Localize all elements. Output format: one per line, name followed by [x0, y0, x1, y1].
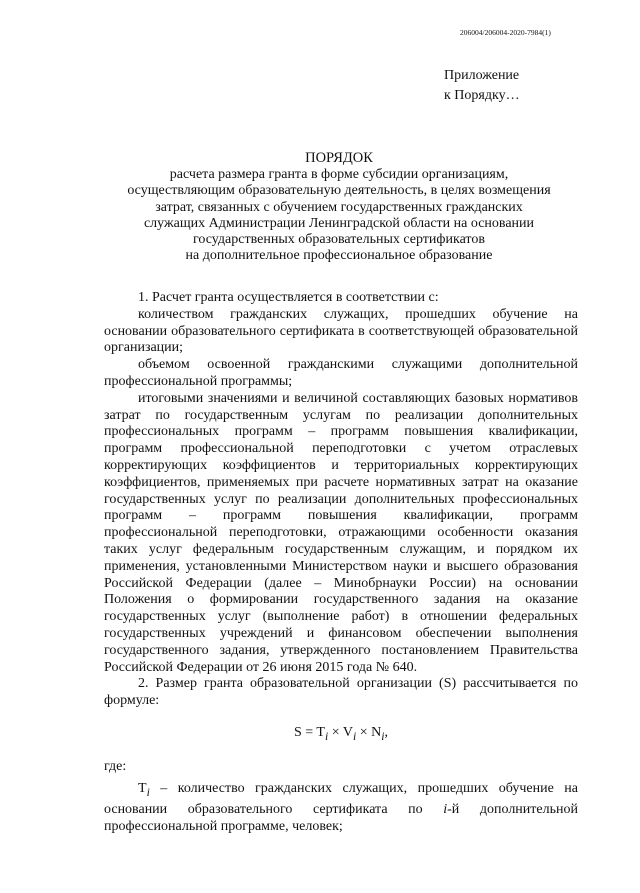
where-label: где: — [104, 758, 127, 774]
paragraph-1-intro: 1. Расчет гранта осуществляется в соответствии с: — [138, 290, 439, 305]
formula-subscript: i — [352, 729, 357, 743]
appendix-line-2: к Порядку… — [444, 88, 520, 103]
definition-italic-index: i — [443, 801, 448, 817]
title-line: осуществляющим образовательную деятельность, в целях возмещения — [127, 183, 551, 199]
appendix-header — [444, 66, 520, 106]
grant-formula — [104, 725, 578, 746]
paragraph-1-item-a: количеством гражданских служащих, прошедших обучение на основании образовательного сертификата в соответствующей образовательной организации; — [104, 306, 578, 356]
definition-t — [104, 781, 578, 835]
definition-subscript: i — [146, 786, 150, 800]
formula-subscript: i — [324, 729, 329, 743]
title-line: служащих Администрации Ленинградской области на основании — [143, 215, 535, 231]
document-body — [104, 290, 578, 836]
title-line: на дополнительное профессиональное образование — [185, 248, 493, 264]
paragraph-2: 2. Размер гранта образовательной организации (S) рассчитывается по формуле: — [104, 676, 578, 709]
document-title — [96, 150, 582, 264]
formula-part: , — [384, 724, 388, 740]
formula-part: × N — [356, 724, 382, 740]
title-line: затрат, связанных с обучением государственных гражданских — [155, 199, 523, 215]
formula-part: S = T — [293, 724, 325, 740]
title-line: расчета размера гранта в форме субсидии организациям, — [169, 167, 509, 183]
title-main: ПОРЯДОК — [305, 150, 373, 166]
definition-text: – количество гражданских служащих, прошедших обучение на основании образовательного сертификата по — [104, 781, 578, 817]
formula-subscript: i — [381, 729, 385, 743]
formula-part: × V — [328, 724, 353, 740]
title-line: государственных образовательных сертификатов — [193, 232, 485, 248]
appendix-line-1: Приложение — [444, 68, 520, 83]
definition-text-end: -й дополнительной профессиональной программе, человек; — [104, 801, 578, 834]
document-id: 206004/206004-2020-7984(1) — [460, 28, 551, 37]
paragraph-1-item-b: объемом освоенной гражданскими служащими дополнительной профессиональной программы; — [104, 357, 578, 389]
definition-symbol: T — [138, 781, 147, 797]
paragraph-1-item-c: итоговыми значениями и величиной составляющих базовых нормативов затрат по государственным услугам по реализации дополнительных профессиональных программ – программ повышения квалификации, программ профессиональной переподготовки с учетом отраслевых корректирующих коэффициентов и территориальных корректирующих коэффициентов, применяемых при расчете нормативных затрат на оказание государственных услуг по реализации дополнительных профессиональных программ – программ повышения квалификации, программ профессиональной переподготовки, отражающими особенности оказания таких услуг федеральным государственным служащим, и порядком их применения, установленными Министерством науки и высшего образования Российской Федерации (далее – Минобрнауки России) на основании Положения о формировании государственного задания на оказание государственных услуг (выполнение работ) в отношении федеральных государственных учреждений и финансовом обеспечении выполнения государственного задания, утвержденного постановлением Правительства Российской Федерации от 26 июня 2015 года № 640. — [104, 390, 578, 675]
